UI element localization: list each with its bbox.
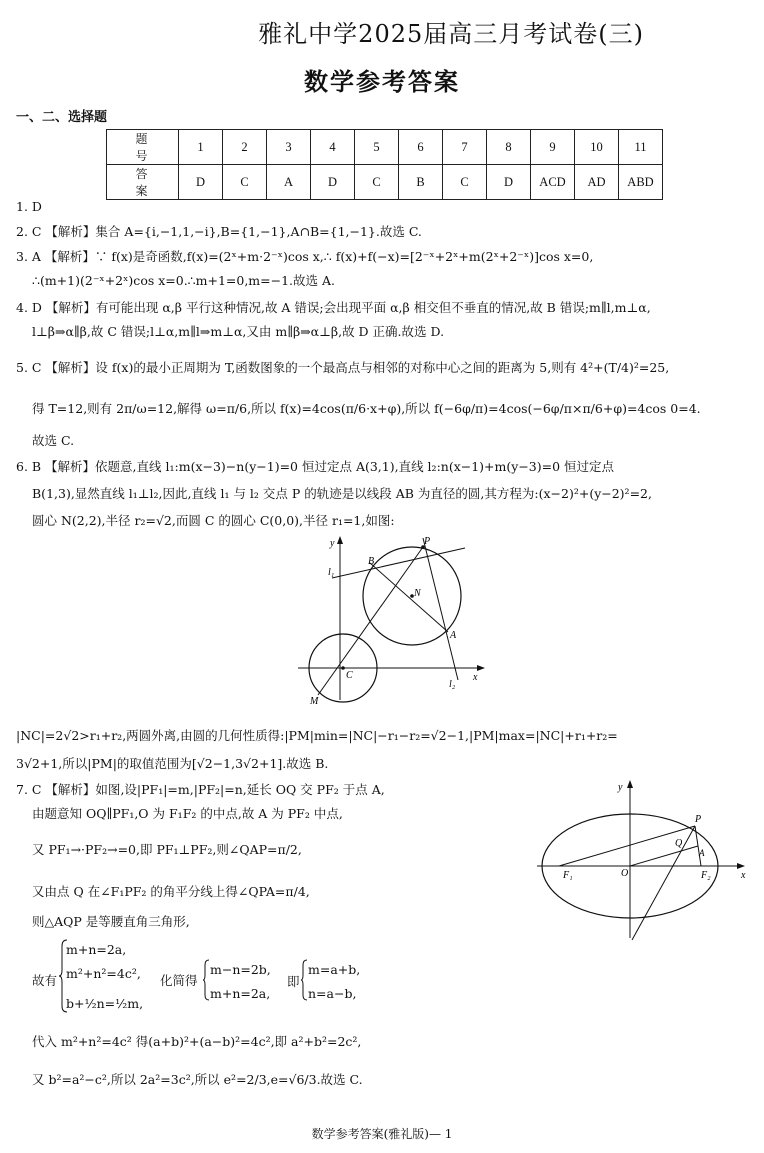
solution-q7-line2: 由题意知 OQ∥PF₁,O 为 F₁F₂ 的中点,故 A 为 PF₂ 中点, xyxy=(32,806,343,821)
label-n: N xyxy=(414,588,421,599)
system-eq2: m²+n²=4c², xyxy=(66,966,141,981)
circles-figure xyxy=(290,530,490,710)
table-cell: 8 xyxy=(487,130,531,165)
page-subtitle: 数学参考答案 xyxy=(304,68,460,96)
solution-q6-line2: B(1,3),显然直线 l₁⊥l₂,因此,直线 l₁ 与 l₂ 交点 P 的轨迹是以线段 AB 为直径的圆,其方程为:(x−2)²+(y−2)²=2, xyxy=(32,486,652,501)
simplified-eq2: m+n=2a, xyxy=(210,986,271,1001)
system-prefix: 故有 xyxy=(32,973,58,988)
solution-q7-line6: 代入 m²+n²=4c² 得(a+b)²+(a−b)²=4c²,即 a²+b²=2c², xyxy=(32,1034,362,1049)
table-row-numbers xyxy=(107,130,663,165)
table-cell: B xyxy=(399,165,443,200)
solution-q7-line4: 又由点 Q 在∠F₁PF₂ 的角平分线上得∠QPA=π/4, xyxy=(32,884,310,899)
solution-q5-line3: 故选 C. xyxy=(32,433,75,448)
exam-title: 雅礼中学2025届高三月考试卷(三) xyxy=(258,20,644,48)
row-label-number: 题 号 xyxy=(107,130,179,165)
solution-q3-line1: 3. A 【解析】∵ f(x)是奇函数,f(x)=(2ˣ+m·2⁻ˣ)cos x,∴ f(x)+f(−x)=[2⁻ˣ+2ˣ+m(2ˣ+2⁻ˣ)]cos x=0, xyxy=(16,249,594,264)
x-axis-arrow xyxy=(737,863,745,869)
y-axis-arrow xyxy=(627,780,633,788)
label-f2: F₂ xyxy=(701,870,711,881)
label-x: x xyxy=(741,870,746,881)
solution-q3-line2: ∴(m+1)(2⁻ˣ+2ˣ)cos x=0.∴m+1=0,m=−1.故选 A. xyxy=(32,273,336,288)
table-cell: AD xyxy=(575,165,619,200)
label-b: B xyxy=(368,556,375,567)
system-eq3: b+½n=½m, xyxy=(66,996,144,1011)
label-x: x xyxy=(473,672,478,683)
solution-q6-line5: 3√2+1,所以|PM|的取值范围为[√2−1,3√2+1].故选 B. xyxy=(16,756,329,771)
label-y: y xyxy=(330,538,335,549)
table-cell: C xyxy=(355,165,399,200)
solution-q1: 1. D xyxy=(16,199,42,214)
x-axis-arrow xyxy=(477,665,485,671)
segment-ab xyxy=(370,563,448,632)
solution-q5-line2: 得 T=12,则有 2π/ω=12,解得 ω=π/6,所以 f(x)=4cos(π/6·x+φ),所以 f(−6φ/π)=4cos(−6φ/π×π/6+φ)=4cos 0=4. xyxy=(32,401,701,416)
solution-q2: 2. C 【解析】集合 A={i,−1,1,−i},B={1,−1},A∩B={1,−1}.故选 C. xyxy=(16,224,422,239)
point-c xyxy=(341,666,345,670)
table-cell: 9 xyxy=(531,130,575,165)
table-cell: D xyxy=(487,165,531,200)
solution-q4-line1: 4. D 【解析】有可能出现 α,β 平行这种情况,故 A 错误;会出现平面 α,β 相交但不垂直的情况,故 B 错误;m∥l,m⊥α, xyxy=(16,300,651,315)
table-cell: ABD xyxy=(619,165,663,200)
label-c: C xyxy=(346,670,353,681)
solution-q7-line1: 7. C 【解析】如图,设|PF₁|=m,|PF₂|=n,延长 OQ 交 PF₂ 于点 A, xyxy=(16,782,385,797)
bisector-line xyxy=(632,826,695,940)
table-cell: 2 xyxy=(223,130,267,165)
simplified-eq1: m−n=2b, xyxy=(210,962,271,977)
label-q: Q xyxy=(675,838,683,849)
label-l1: l₁ xyxy=(328,567,335,578)
label-y: y xyxy=(618,782,623,793)
y-axis-arrow xyxy=(337,536,343,544)
brace-icon xyxy=(202,958,210,1002)
label-a: A xyxy=(699,848,705,858)
line-l1 xyxy=(332,548,465,578)
table-cell: 6 xyxy=(399,130,443,165)
label-f1: F₁ xyxy=(563,870,573,881)
ie-prefix: 即 xyxy=(287,974,300,989)
solution-q7-line7: 又 b²=a²−c²,所以 2a²=3c²,所以 e²=2/3,e=√6/3.故选 C. xyxy=(32,1072,363,1087)
page-footer: 数学参考答案(雅礼版)— 1 xyxy=(311,1127,453,1141)
label-l2: l₂ xyxy=(449,679,456,690)
table-cell: D xyxy=(179,165,223,200)
answer-table xyxy=(106,129,663,200)
label-a: A xyxy=(450,630,457,641)
result-eq1: m=a+b, xyxy=(308,962,361,977)
solution-q6-line4: |NC|=2√2>r₁+r₂,两圆外离,由圆的几何性质得:|PM|min=|NC|−r₁−r₂=√2−1,|PM|max=|NC|+r₁+r₂= xyxy=(16,728,618,743)
solution-q6-line3: 圆心 N(2,2),半径 r₂=√2,而圆 C 的圆心 C(0,0),半径 r₁=1,如图: xyxy=(32,513,395,528)
table-cell: 4 xyxy=(311,130,355,165)
simplify-prefix: 化简得 xyxy=(160,973,198,988)
row-label-answer: 答 案 xyxy=(107,165,179,200)
solution-q6-line1: 6. B 【解析】依题意,直线 l₁:m(x−3)−n(y−1)=0 恒过定点 A(3,1),直线 l₂:n(x−1)+m(y−3)=0 恒过定点 xyxy=(16,459,615,474)
table-cell: 5 xyxy=(355,130,399,165)
solution-q4-line2: l⊥β⇒α∥β,故 C 错误;l⊥α,m∥l⇒m⊥α,又由 m∥β⇒α⊥β,故 D 正确.故选 D. xyxy=(32,324,445,339)
label-p: P xyxy=(695,814,702,825)
ellipse-figure xyxy=(535,778,755,943)
table-row-answers xyxy=(107,165,663,200)
brace-icon xyxy=(300,958,308,1002)
section-heading: 一、二、选择题 xyxy=(16,110,108,125)
line-l2 xyxy=(423,538,458,680)
table-cell: ACD xyxy=(531,165,575,200)
table-cell: 3 xyxy=(267,130,311,165)
solution-q7-line5: 则△AQP 是等腰直角三角形, xyxy=(32,914,190,929)
table-cell: C xyxy=(443,165,487,200)
label-p: P xyxy=(424,536,431,547)
label-m: M xyxy=(310,696,319,707)
solution-q5-line1: 5. C 【解析】设 f(x)的最小正周期为 T,函数图象的一个最高点与相邻的对称中心之间的距离为 5,则有 4²+(T/4)²=25, xyxy=(16,360,670,375)
result-eq2: n=a−b, xyxy=(308,986,357,1001)
label-o: O xyxy=(621,868,629,879)
table-cell: A xyxy=(267,165,311,200)
table-cell: D xyxy=(311,165,355,200)
solution-q7-line3: 又 PF₁→·PF₂→=0,即 PF₁⊥PF₂,则∠QAP=π/2, xyxy=(32,842,302,857)
table-cell: 10 xyxy=(575,130,619,165)
table-cell: 1 xyxy=(179,130,223,165)
table-cell: 11 xyxy=(619,130,663,165)
segment-oa xyxy=(630,846,698,866)
table-cell: 7 xyxy=(443,130,487,165)
system-eq1: m+n=2a, xyxy=(66,942,127,957)
table-cell: C xyxy=(223,165,267,200)
